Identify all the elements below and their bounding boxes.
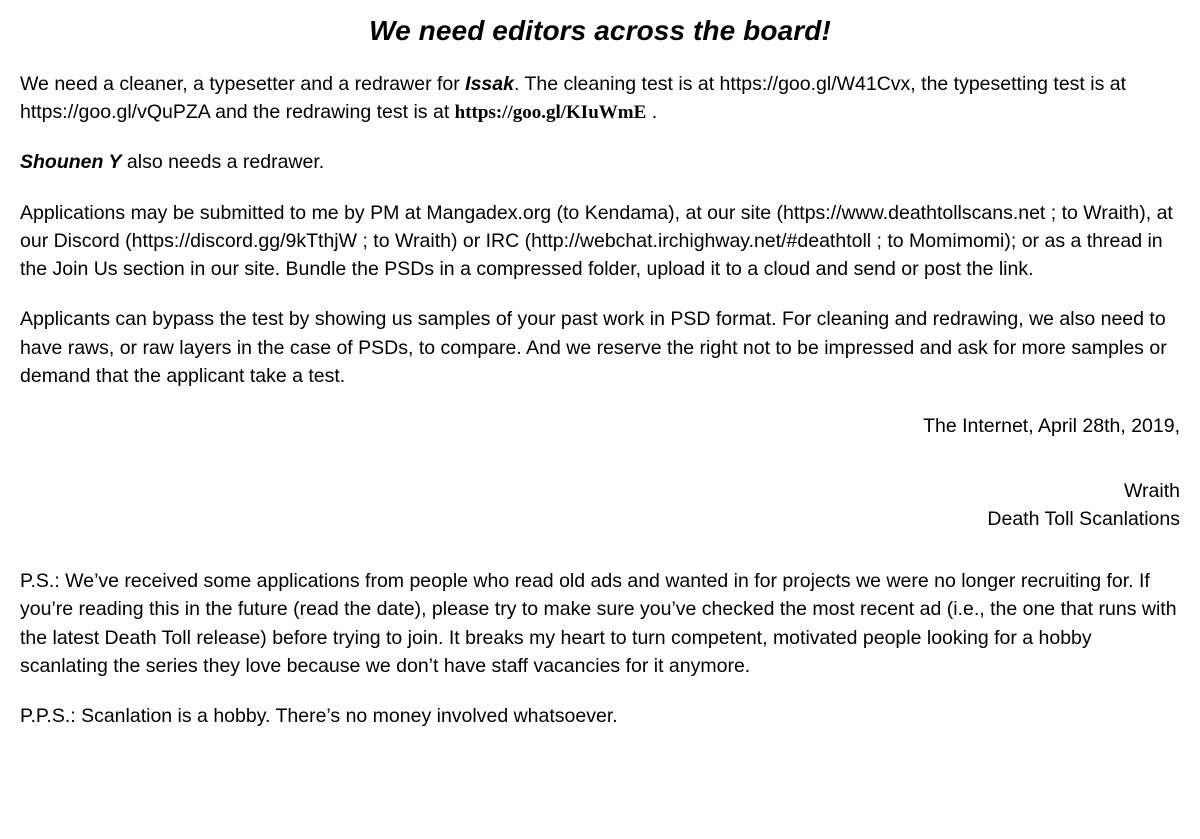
- paragraph-1-part-3: .: [646, 100, 658, 123]
- postscript: P.S.: We’ve received some applications from people who read old ads and wanted in for projects we were no longer recruiting for. If you’re reading this in the future (read the date), please try to make sure you’ve checked the most recent ad (i.e., the one that runs with the latest Death Toll release) before trying to join. It breaks my heart to turn competent, motivated people looking for a hobby scanlating the series they love because we don’t have staff vacancies for it anymore.: [20, 570, 1177, 677]
- paragraph-bypass-test: Applicants can bypass the test by showing us samples of your past work in PSD format. For cleaning and redrawing, we also need to have raws, or raw layers in the case of PSDs, to compare. And we reserve the right not to be impressed and ask for more samples or demand that the applicant take a test.: [20, 308, 1167, 387]
- paragraph-applications: Applications may be submitted to me by PM at Mangadex.org (to Kendama), at our site (https://www.deathtollscans.net ; to Wraith), at our Discord (https://discord.gg/9kTthjW ; to Wraith) or IRC (http://webchat.irchighway.net/#deathtoll ; to Momimomi); or as a thread in the Join Us section in our site. Bundle the PSDs in a compressed folder, upload it to a cloud and send or post the link.: [20, 201, 1173, 281]
- paragraph-1-part-2: . The cleaning test is at https://goo.gl/W41Cvx, the typesetting test is at https://goo.gl/vQuPZA and the redrawing test is at: [20, 72, 1127, 123]
- series-name-shounen-y: Shounen Y: [20, 151, 122, 174]
- signature-block: [20, 477, 1180, 534]
- page-title: We need editors across the board!: [369, 15, 831, 46]
- paragraph-1-part-1: We need a cleaner, a typesetter and a redrawer for: [20, 72, 466, 95]
- paragraph-tests-needed: [20, 70, 1180, 127]
- paragraph-shounen-y: [20, 148, 1180, 176]
- signature-date: The Internet, April 28th, 2019,: [923, 415, 1180, 438]
- signature-name: Wraith: [1124, 479, 1180, 502]
- signature-group: Death Toll Scanlations: [987, 507, 1180, 530]
- redraw-test-link[interactable]: https://goo.gl/KIuWmE: [454, 101, 647, 123]
- post-postscript: P.P.S.: Scanlation is a hobby. There’s no money involved whatsoever.: [20, 705, 618, 728]
- paragraph-2-text: also needs a redrawer.: [121, 151, 325, 174]
- series-name-issak: Issak: [465, 72, 514, 95]
